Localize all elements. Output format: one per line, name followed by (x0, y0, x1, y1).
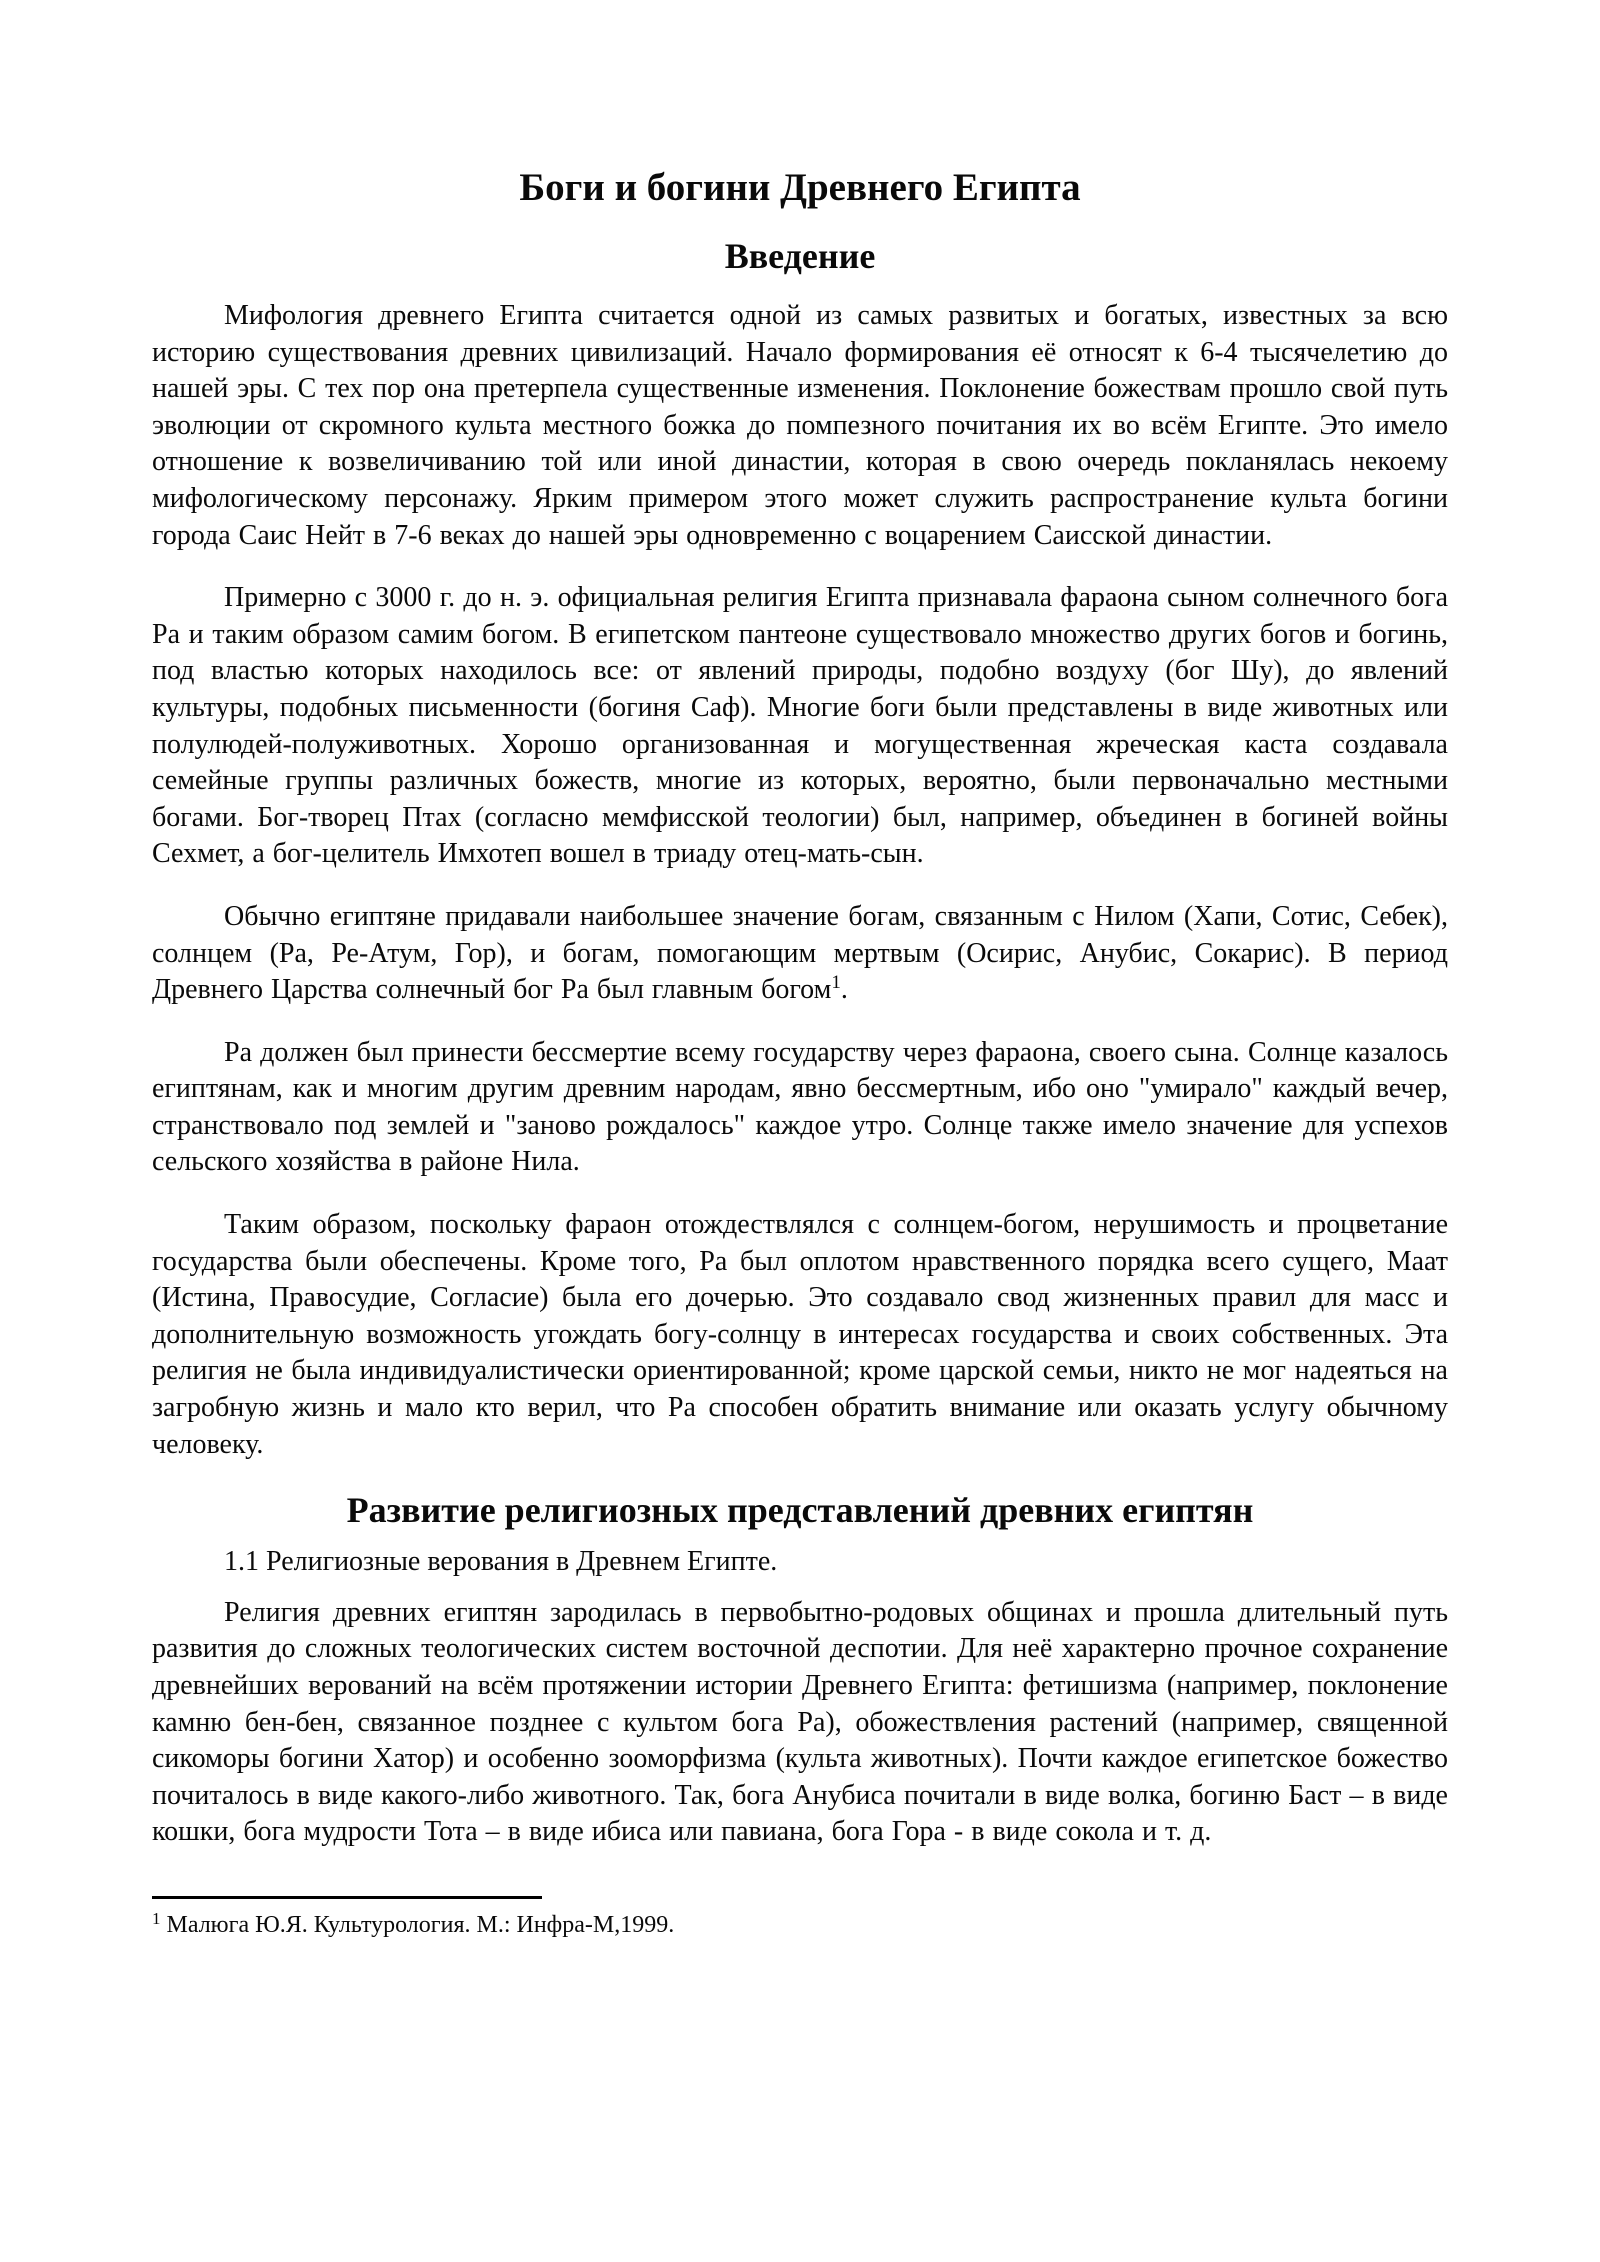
footnote-text: Малюга Ю.Я. Культурология. М.: Инфра-М,1999. (166, 1911, 675, 1938)
footnote-divider (152, 1896, 542, 1899)
document-title: Боги и богини Древнего Египта (519, 166, 1081, 209)
footnote (152, 1910, 1448, 1941)
footnote-reference: 1 (831, 972, 841, 994)
paragraph-official-religion: Примерно с 3000 г. до н. э. официальная религия Египта признавала фараона сыном солнечного бога Ра и таким образом самим богом. В египетском пантеоне существовало множество других богов и богинь, под властью которых находилось все: от явлений природы, подобно воздуху (бог Шу), до явлений культуры, подобных письменности (богиня Саф). Многие боги были представлены в виде животных или полулюдей-полуживотных. Хорошо организованная и могущественная жреческая каста создавала семейные группы различных божеств, многие из которых, вероятно, были первоначально местными богами. Бог-творец Птах (согласно мемфисской теологии) был, например, объединен в богиней войны Сехмет, а бог-целитель Имхотеп вошел в триаду отец-мать-сын. (152, 582, 1448, 870)
paragraph-ra-immortality: Ра должен был принести бессмертие всему государству через фараона, своего сына. Солнце казалось египтянам, как и многим другим древним народам, явно бессмертным, ибо оно "умирало" каждый вечер, странствовало под землей и "заново рождалось" каждое утро. Солнце также имело значение для успехов сельского хозяйства в районе Нила. (152, 1036, 1448, 1178)
section-heading-religious-development: Развитие религиозных представлений древних египтян (346, 1490, 1254, 1531)
paragraph-nile-gods-text: Обычно египтяне придавали наибольшее значение богам, связанным с Нилом (Хапи, Сотис, Себек), солнцем (Ра, Ре-Атум, Гор), и богам, помогающим мертвым (Осирис, Анубис, Сокарис). В период Древнего Царства солнечный бог Ра был главным богом (152, 900, 1448, 1006)
paragraph-pharaoh-sun-god: Таким образом, поскольку фараон отождествлялся с солнцем-богом, нерушимость и процветание государства были обеспечены. Кроме того, Ра был оплотом нравственного порядка всего сущего, Маат (Истина, Правосудие, Согласие) была его дочерью. Это создавало свод жизненных правил для масс и дополнительную возможность угождать богу-солнцу в интересах государства и своих собственных. Эта религия не была индивидуалистически ориентированной; кроме царской семьи, никто не мог надеяться на загробную жизнь и мало кто верил, что Ра способен обратить внимание или оказать услугу обычному человеку. (152, 1209, 1448, 1460)
footnote-area (152, 1896, 1448, 1941)
paragraph-nile-gods-tail: . (840, 974, 848, 1006)
paragraph-nile-gods (152, 899, 1448, 1009)
footnote-marker: 1 (152, 1908, 161, 1928)
subsection-heading-1-1: 1.1 Религиозные верования в Древнем Египте. (224, 1546, 778, 1578)
paragraph-religion-origins: Религия древних египтян зародилась в первобытно-родовых общинах и прошла длительный путь развития до сложных теологических систем восточной деспотии. Для неё характерно прочное сохранение древнейших верований на всём протяжении истории Древнего Египта: фетишизма (например, поклонение камню бен-бен, связанное позднее с культом бога Ра), обожествления растений (например, священной сикоморы богини Хатор) и особенно зооморфизма (культа животных). Почти каждое египетское божество почиталось в виде какого-либо животного. Так, бога Анубиса почитали в виде волка, богиню Баст – в виде кошки, бога мудрости Тота – в виде ибиса или павиана, бога Гора - в виде сокола и т. д. (152, 1596, 1448, 1848)
paragraph-mythology-overview: Мифология древнего Египта считается одной из самых развитых и богатых, известных за всю историю существования древних цивилизаций. Начало формирования её относят к 6-4 тысячелетию до нашей эры. С тех пор она претерпела существенные изменения. Поклонение божествам прошло свой путь эволюции от скромного культа местного божка до помпезного почитания их во всём Египте. Это имело отношение к возвеличиванию той или иной династии, которая в свою очередь покланялась некоему мифологическому персонажу. Ярким примером этого может служить распространение культа богини города Саис Нейт в 7-6 веках до нашей эры одновременно с воцарением Саисской династии. (152, 300, 1448, 551)
intro-heading: Введение (724, 236, 876, 276)
